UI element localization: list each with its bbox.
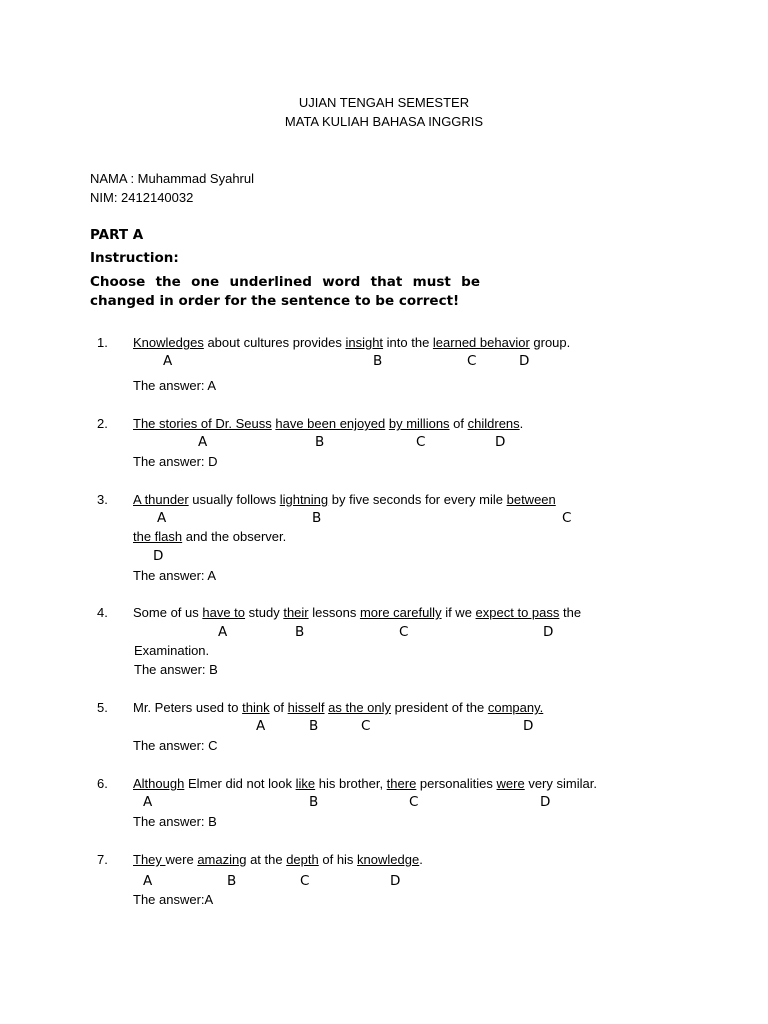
- sentence-text: were: [165, 852, 198, 867]
- option-letter-d: D: [523, 718, 534, 734]
- underlined-option: between: [506, 492, 556, 507]
- sentence-text: very similar.: [524, 776, 597, 791]
- student-nim: NIM: 2412140032: [90, 190, 194, 205]
- question-number: 3.: [97, 492, 108, 507]
- sentence-text: group.: [529, 335, 571, 350]
- question-sentence-continued: Examination.: [134, 643, 210, 658]
- answer-text: The answer: B: [134, 662, 218, 677]
- underlined-option: have been enjoyed: [275, 416, 386, 431]
- option-letter-a: A: [198, 434, 208, 450]
- sentence-text: president of the: [391, 700, 488, 715]
- underlined-option: think: [242, 700, 270, 715]
- sentence-text: about cultures provides: [203, 335, 346, 350]
- sentence-text: usually follows: [188, 492, 280, 507]
- underlined-option: more carefully: [359, 605, 442, 620]
- underlined-option: The stories of Dr. Seuss: [133, 416, 272, 431]
- question-number: 6.: [97, 776, 108, 791]
- underlined-option: They: [133, 852, 166, 867]
- sentence-text: the: [559, 605, 582, 620]
- sentence-text: personalities: [416, 776, 497, 791]
- sentence-text: his brother,: [315, 776, 387, 791]
- underlined-option: company.: [487, 700, 544, 715]
- underlined-option: expect to pass: [475, 605, 560, 620]
- option-letter-c: C: [300, 873, 310, 889]
- sentence-text: into the: [383, 335, 433, 350]
- part-heading: PART A: [90, 227, 144, 243]
- question-number: 7.: [97, 852, 108, 867]
- underlined-option: by millions: [388, 416, 450, 431]
- question-sentence: [133, 492, 556, 507]
- option-letter-d: D: [153, 548, 164, 564]
- question-number: 1.: [97, 335, 108, 350]
- question-sentence: [133, 335, 570, 350]
- sentence-text: if we: [441, 605, 476, 620]
- question-sentence: [133, 605, 581, 620]
- underlined-option: knowledge: [357, 852, 420, 867]
- option-letter-b: B: [309, 718, 319, 734]
- underlined-option: insight: [345, 335, 384, 350]
- option-letter-a: A: [163, 353, 173, 369]
- underlined-option: A thunder: [133, 492, 189, 507]
- answer-text: The answer: A: [133, 568, 217, 583]
- student-name: NAMA : Muhammad Syahrul: [90, 171, 255, 186]
- option-letter-b: B: [315, 434, 325, 450]
- underlined-option: amazing: [197, 852, 247, 867]
- underlined-option: their: [283, 605, 309, 620]
- course-title: MATA KULIAH BAHASA INGGRIS: [284, 114, 484, 129]
- option-letter-d: D: [540, 794, 551, 810]
- answer-text: The answer: A: [133, 378, 217, 393]
- sentence-text: lessons: [308, 605, 360, 620]
- option-letter-c: C: [409, 794, 419, 810]
- sentence-text: .: [419, 852, 423, 867]
- option-letter-c: C: [361, 718, 371, 734]
- underlined-option: as the only: [328, 700, 392, 715]
- option-letter-a: A: [143, 873, 153, 889]
- option-letter-c: C: [562, 510, 572, 526]
- option-letter-b: B: [373, 353, 383, 369]
- option-letter-d: D: [519, 353, 530, 369]
- underlined-option: Although: [133, 776, 185, 791]
- answer-text: The answer:A: [133, 892, 214, 907]
- question-sentence: [133, 852, 423, 867]
- underlined-option: hisself: [287, 700, 325, 715]
- underlined-option: the flash: [133, 529, 183, 544]
- question-sentence-continued: [133, 529, 286, 544]
- sentence-text: Mr. Peters used to: [133, 700, 243, 715]
- option-letter-d: D: [390, 873, 401, 889]
- option-letter-c: C: [399, 624, 409, 640]
- instruction-label: Instruction:: [90, 250, 179, 266]
- option-letter-d: D: [495, 434, 506, 450]
- underlined-option: lightning: [279, 492, 329, 507]
- sentence-text: by five seconds for every mile: [328, 492, 507, 507]
- answer-text: The answer: B: [133, 814, 217, 829]
- underlined-option: there: [386, 776, 417, 791]
- option-letter-a: A: [157, 510, 167, 526]
- option-letter-a: A: [256, 718, 266, 734]
- option-letter-d: D: [543, 624, 554, 640]
- question-sentence: [133, 416, 523, 431]
- sentence-text: study: [245, 605, 284, 620]
- underlined-option: like: [295, 776, 316, 791]
- option-letter-b: B: [309, 794, 319, 810]
- sentence-text: Some of us: [133, 605, 203, 620]
- exam-title: UJIAN TENGAH SEMESTER: [298, 95, 470, 110]
- underlined-option: were: [496, 776, 525, 791]
- answer-text: The answer: D: [133, 454, 218, 469]
- underlined-option: childrens: [467, 416, 520, 431]
- option-letter-c: C: [467, 353, 477, 369]
- sentence-text: .: [519, 416, 524, 431]
- sentence-text: Elmer did not look: [184, 776, 296, 791]
- question-number: 2.: [97, 416, 108, 431]
- option-letter-b: B: [295, 624, 305, 640]
- sentence-text: at the: [246, 852, 287, 867]
- question-number: 4.: [97, 605, 108, 620]
- sentence-text: of: [269, 700, 288, 715]
- question-sentence: [133, 776, 597, 791]
- option-letter-b: B: [312, 510, 322, 526]
- option-letter-c: C: [416, 434, 426, 450]
- underlined-option: have to: [202, 605, 246, 620]
- question-sentence: [133, 700, 543, 715]
- answer-text: The answer: C: [133, 738, 218, 753]
- option-letter-a: A: [143, 794, 153, 810]
- instruction-text: Choose the one underlined word that must be changed in order for the sentence to be correct!: [90, 274, 480, 309]
- underlined-option: learned behavior: [432, 335, 530, 350]
- question-number: 5.: [97, 700, 108, 715]
- sentence-text: and the observer.: [182, 529, 287, 544]
- sentence-text: of: [449, 416, 468, 431]
- underlined-option: Knowledges: [133, 335, 204, 350]
- sentence-text: of his: [318, 852, 358, 867]
- option-letter-b: B: [227, 873, 237, 889]
- underlined-option: depth: [286, 852, 319, 867]
- option-letter-a: A: [218, 624, 228, 640]
